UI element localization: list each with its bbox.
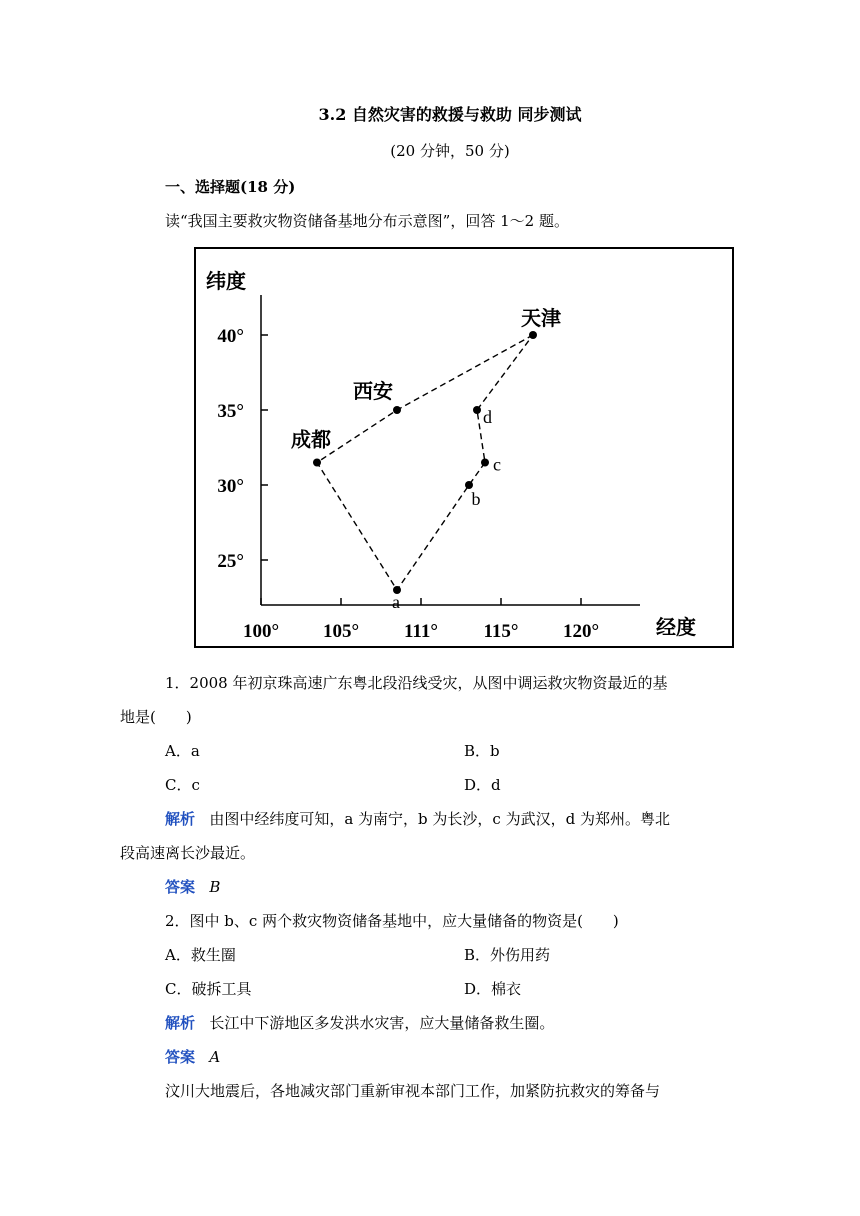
section-intro: 读“我国主要救灾物资储备基地分布示意图”，回答 1～2 题。 (165, 212, 569, 230)
q2-option-c: C．破拆工具 (165, 980, 252, 998)
q1-stem-line1: 1．2008 年初京珠高速广东粤北段沿线受灾，从图中调运救灾物资最近的基 (165, 674, 668, 692)
point-b (465, 481, 473, 489)
x-tick-label: 111° (403, 621, 439, 642)
q1-answer: B (209, 878, 221, 896)
q1-analysis-text: 由图中经纬度可知，a 为南宁，b 为长沙，c 为武汉，d 为郑州。粤北 (209, 810, 670, 828)
q2-answer-label: 答案 (165, 1048, 196, 1066)
q2-stem: 2．图中 b、c 两个救灾物资储备基地中，应大量储备的物资是( ) (165, 912, 619, 930)
q1-answer-label: 答案 (165, 878, 196, 896)
y-tick-label: 30° (217, 476, 244, 497)
q1-option-b: B．b (464, 742, 500, 760)
page-title: 3.2 自然灾害的救援与救助 同步测试 (318, 105, 582, 124)
y-tick-label: 35° (217, 401, 244, 422)
q2-analysis-line (165, 1012, 554, 1034)
point-label: d (483, 407, 492, 427)
q1-option-a: A．a (165, 742, 200, 760)
q2-option-d: D．棉衣 (464, 980, 522, 998)
y-tick-label: 25° (217, 551, 244, 572)
point-label: a (392, 592, 400, 612)
section-heading: 一、选择题(18 分) (165, 178, 296, 196)
q1-analysis-line2: 段高速离长沙最近。 (120, 844, 256, 862)
x-tick-label: 115° (483, 621, 519, 642)
point-label: c (493, 454, 501, 475)
base-distribution-map (194, 247, 734, 648)
q2-answer-line (165, 1046, 220, 1068)
point-city (393, 406, 401, 414)
point-label: b (471, 489, 481, 509)
q2-answer: A (209, 1048, 221, 1066)
point-c (481, 459, 489, 467)
point-city (313, 459, 321, 467)
q1-stem-line2: 地是( ) (120, 708, 192, 726)
q1-option-d: D．d (464, 776, 501, 794)
x-tick-label: 100° (242, 621, 280, 642)
tail-paragraph: 汶川大地震后，各地减灾部门重新审视本部门工作，加紧防抗救灾的筹备与 (165, 1082, 661, 1100)
point-label: 西安 (353, 381, 393, 403)
x-tick-label: 105° (322, 621, 360, 642)
x-axis-label: 经度 (656, 617, 696, 639)
figure-frame (195, 248, 733, 647)
y-axis-label: 纬度 (206, 271, 246, 293)
q2-option-b: B．外伤用药 (464, 946, 551, 964)
point-label: 天津 (521, 308, 561, 330)
point-label: 成都 (291, 429, 331, 452)
q1-analysis-label: 解析 (165, 810, 196, 828)
q1-option-c: C．c (165, 776, 200, 794)
q2-analysis-text: 长江中下游地区多发洪水灾害，应大量储备救生圈。 (209, 1014, 555, 1032)
point-d (473, 406, 481, 414)
y-tick-label: 40° (217, 326, 244, 347)
x-tick-label: 120° (562, 621, 600, 642)
q1-answer-line (165, 876, 220, 898)
q1-analysis-line1 (165, 808, 670, 830)
page-subtitle: (20 分钟，50 分) (390, 142, 510, 160)
q2-option-a: A．救生圈 (165, 946, 236, 964)
point-city (529, 331, 537, 339)
q2-analysis-label: 解析 (165, 1014, 196, 1032)
